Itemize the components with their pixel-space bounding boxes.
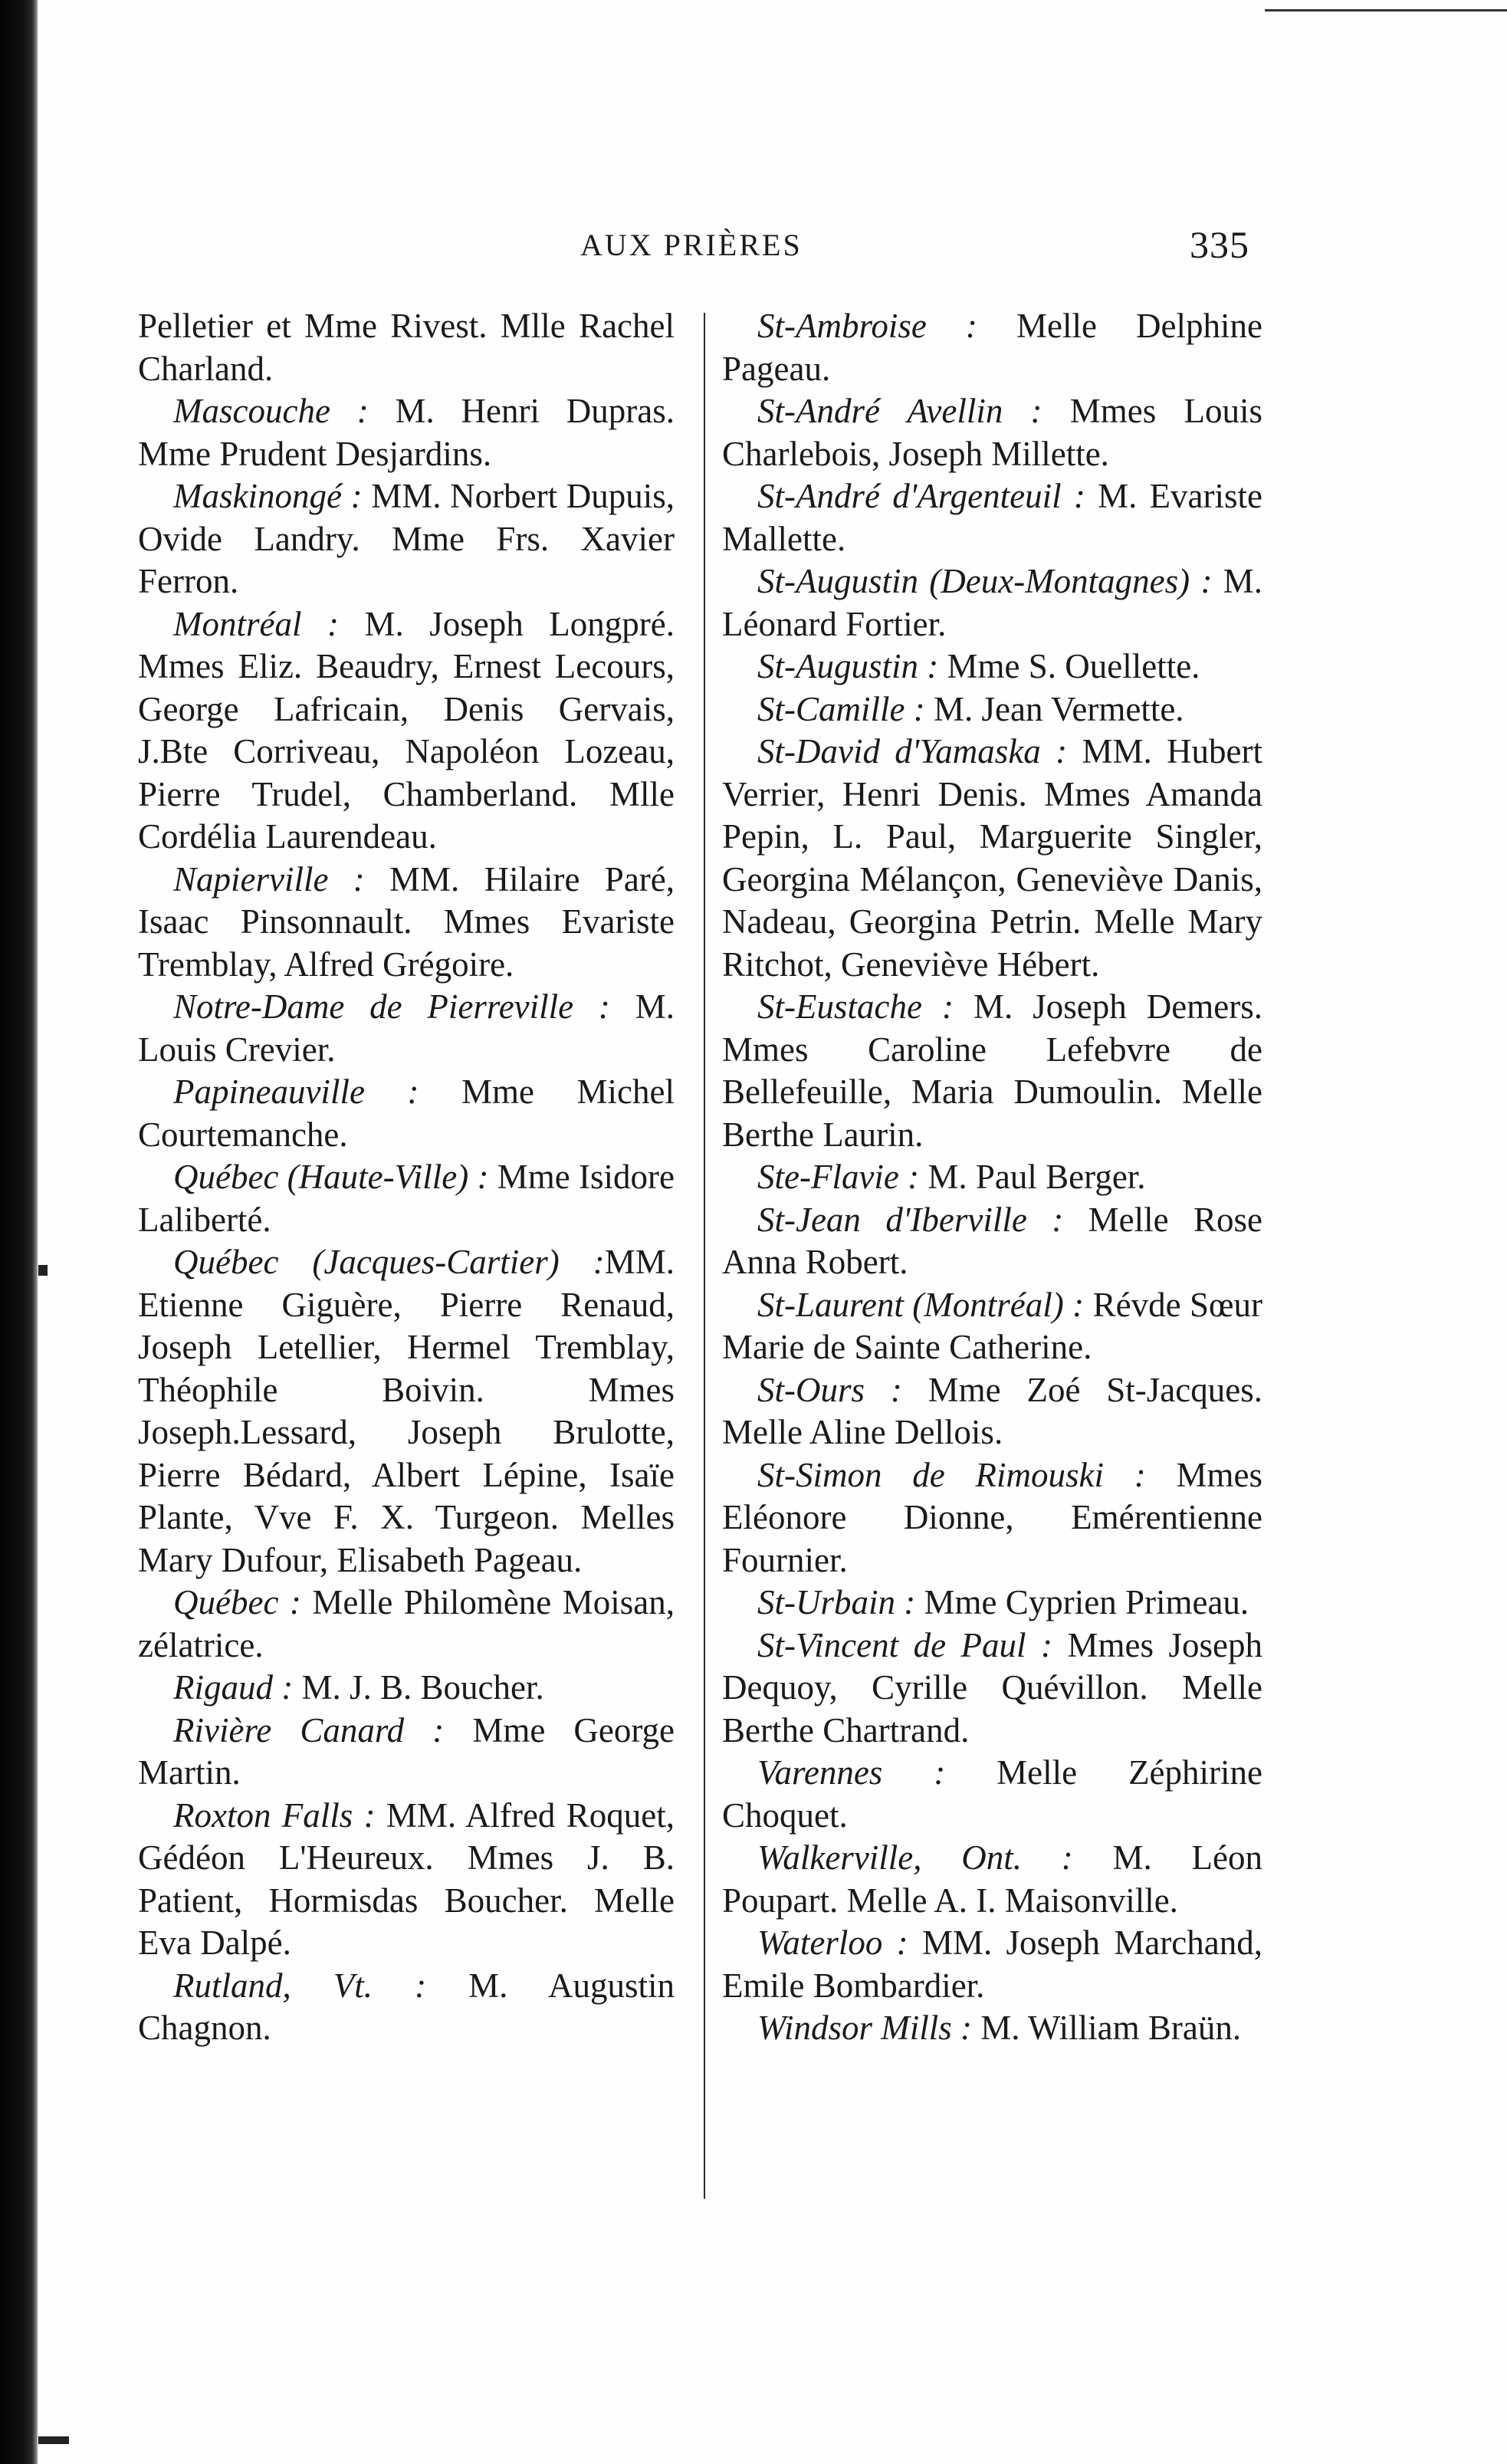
- member-names: Melle Zéphirine Choquet.: [722, 1753, 1262, 1835]
- parish-name: Waterloo :: [757, 1924, 908, 1962]
- member-names: M. Joseph Longpré. Mmes Eliz. Beaudry, Ernest Lecours, George Lafricain, Denis Gervais, J.Bte Corriveau, Napoléon Lozeau, Pierre Trudel, Chamberland. Mlle Cordélia Laurendeau.: [138, 604, 675, 856]
- parish-name: Notre-Dame de Pierreville :: [173, 987, 610, 1026]
- parish-name: Papineauville :: [173, 1073, 419, 1111]
- parish-entry: [138, 1156, 675, 1241]
- parish-entry: [138, 1071, 675, 1156]
- parish-entry: [138, 475, 675, 603]
- member-names: M. William Braün.: [972, 2009, 1242, 2047]
- parish-name: Mascouche :: [173, 392, 369, 430]
- member-names: M. Evariste Mallette.: [722, 477, 1262, 558]
- parish-entry: [722, 1625, 1262, 1753]
- member-names: Mmes Louis Charlebois, Joseph Millette.: [722, 392, 1262, 473]
- page-number: 335: [1190, 223, 1249, 266]
- parish-entry: [722, 646, 1262, 688]
- member-names: M. Jean Vermette.: [924, 689, 1184, 728]
- parish-name: Rivière Canard :: [173, 1710, 445, 1749]
- member-names: Mme Michel Courtemanche.: [138, 1073, 675, 1154]
- parish-entry: [722, 1284, 1262, 1369]
- member-names: MM. Alfred Roquet, Gédéon L'Heureux. Mmes J. B. Patient, Hormisdas Boucher. Melle Eva Dalpé.: [138, 1795, 675, 1962]
- parish-entry: [722, 305, 1262, 390]
- parish-entry: [722, 2007, 1262, 2050]
- member-names: Mmes Eléonore Dionne, Emérentienne Fournier.: [722, 1455, 1263, 1579]
- parish-name: Rutland, Vt. :: [173, 1966, 427, 2005]
- member-names: M. Léon Poupart. Melle A. I. Maisonville.: [722, 1838, 1262, 1920]
- member-names: M. Léonard Fortier.: [722, 562, 1262, 643]
- parish-entry: [138, 1241, 675, 1582]
- member-names: Mme George Martin.: [138, 1710, 675, 1792]
- parish-name: Varennes :: [757, 1753, 946, 1792]
- member-names: MM. Joseph Marchand, Emile Bombardier.: [722, 1924, 1262, 2005]
- top-rule: [1265, 9, 1507, 11]
- parish-name: St-David d'Yamaska :: [757, 732, 1068, 770]
- parish-name: St-André Avellin :: [757, 392, 1042, 430]
- parish-name: St-Eustache :: [757, 987, 954, 1026]
- member-names: Mme Zoé St-Jacques. Melle Aline Dellois.: [722, 1370, 1262, 1451]
- parish-entry: [722, 390, 1262, 475]
- member-names: Révde Sœur Marie de Sainte Catherine.: [722, 1285, 1262, 1366]
- parish-name: St-Camille :: [757, 689, 925, 728]
- parish-name: Napierville :: [173, 859, 365, 899]
- parish-entry: [722, 986, 1262, 1156]
- parish-name: Roxton Falls :: [173, 1795, 376, 1835]
- parish-entry: [722, 1582, 1262, 1625]
- member-names: M. Paul Berger.: [919, 1158, 1146, 1196]
- parish-name: St-Urbain :: [757, 1583, 916, 1621]
- parish-name: Windsor Mills :: [757, 2009, 973, 2047]
- member-names: MM. Hilaire Paré, Isaac Pinsonnault. Mmes Evariste Tremblay, Alfred Grégoire.: [138, 859, 675, 984]
- member-names: M. Augustin Chagnon.: [138, 1966, 675, 2047]
- parish-entry: [722, 1837, 1262, 1922]
- parish-entry: [722, 1454, 1262, 1582]
- parish-entry: [138, 603, 675, 859]
- member-names: MM. Etienne Giguère, Pierre Renaud, Joseph Letellier, Hermel Tremblay, Théophile Boivin. Mmes Joseph.Lessard, Joseph Brulotte, Pierre Bédard, Albert Lépine, Isaïe Plante, Vve F. X. Turgeon. Melles Mary Dufour, Elisabeth Pageau.: [138, 1243, 675, 1579]
- member-names: M. Joseph Demers. Mmes Caroline Lefebvre de Bellefeuille, Maria Dumoulin. Melle Berthe Laurin.: [722, 987, 1262, 1154]
- parish-name: Québec :: [173, 1583, 301, 1621]
- binding-mark: [38, 1265, 48, 1276]
- member-names: Mme S. Ouellette.: [938, 647, 1200, 685]
- parish-entry: [722, 1752, 1262, 1837]
- member-names: Melle Philomène Moisan, zélatrice.: [138, 1583, 675, 1664]
- parish-entry: [722, 688, 1262, 731]
- member-names: M. Louis Crevier.: [138, 987, 675, 1069]
- binding-shadow: [0, 0, 38, 2464]
- member-names: M. J. B. Boucher.: [293, 1668, 544, 1707]
- parish-name: St-Simon de Rimouski :: [757, 1455, 1146, 1494]
- parish-entry: [138, 1710, 675, 1795]
- parish-name: St-Vincent de Paul :: [757, 1625, 1053, 1664]
- right-column: [722, 305, 1262, 2050]
- parish-entry: [138, 1582, 675, 1667]
- parish-entry: [138, 1965, 675, 2050]
- binding-mark: [38, 2436, 69, 2444]
- member-names: Mmes Joseph Dequoy, Cyrille Quévillon. Melle Berthe Chartrand.: [722, 1625, 1262, 1749]
- parish-name: St-Ambroise :: [757, 307, 977, 345]
- parish-name: Québec (Haute-Ville) :: [173, 1158, 489, 1196]
- parish-name: St-Jean d'Iberville :: [757, 1200, 1064, 1239]
- parish-name: Ste-Flavie :: [757, 1158, 920, 1196]
- parish-entry: [138, 1795, 675, 1965]
- parish-name: Rigaud :: [173, 1668, 294, 1707]
- member-names: Melle Rose Anna Robert.: [722, 1200, 1262, 1281]
- parish-entry: [722, 1369, 1262, 1454]
- parish-name: St-André d'Argenteuil :: [757, 477, 1085, 515]
- parish-name: Québec (Jacques-Cartier) :: [173, 1243, 605, 1281]
- member-names: Melle Delphine Pageau.: [722, 307, 1262, 388]
- running-title: AUX PRIÈRES: [580, 228, 803, 262]
- left-column: [138, 305, 675, 2050]
- parish-name: Walkerville, Ont. :: [757, 1838, 1073, 1877]
- parish-name: St-Augustin :: [757, 647, 939, 685]
- member-names: Mme Isidore Laliberté.: [138, 1158, 675, 1239]
- parish-name: St-Laurent (Montréal) :: [757, 1285, 1085, 1324]
- parish-entry: [138, 390, 675, 475]
- parish-entry: [722, 1922, 1262, 2007]
- parish-name: St-Augustin (Deux-Montagnes) :: [757, 562, 1213, 600]
- parish-entry: [722, 560, 1262, 646]
- parish-entry: [722, 731, 1262, 986]
- parish-name: Montréal :: [173, 604, 339, 643]
- parish-entry: [722, 1156, 1262, 1199]
- page-header: [0, 223, 1507, 273]
- member-names: M. Henri Dupras. Mme Prudent Desjardins.: [138, 392, 675, 473]
- member-names: MM. Hubert Verrier, Henri Denis. Mmes Amanda Pepin, L. Paul, Marguerite Singler, Georgina Mélançon, Geneviève Danis, Nadeau, Georgina Petrin. Melle Mary Ritchot, Geneviève Hébert.: [722, 732, 1262, 984]
- parish-entry: [138, 1667, 675, 1710]
- member-names: Mme Cyprien Primeau.: [915, 1583, 1249, 1621]
- parish-entry: [722, 475, 1262, 560]
- column-divider: [704, 313, 705, 2199]
- member-names: Pelletier et Mme Rivest. Mlle Rachel Charland.: [138, 307, 675, 388]
- parish-name: Maskinongé :: [173, 477, 363, 515]
- parish-entry: [138, 305, 675, 390]
- member-names: MM. Norbert Dupuis, Ovide Landry. Mme Frs. Xavier Ferron.: [138, 477, 675, 600]
- parish-entry: [138, 859, 675, 987]
- parish-entry: [138, 986, 675, 1071]
- parish-name: St-Ours :: [757, 1370, 902, 1409]
- parish-entry: [722, 1199, 1262, 1284]
